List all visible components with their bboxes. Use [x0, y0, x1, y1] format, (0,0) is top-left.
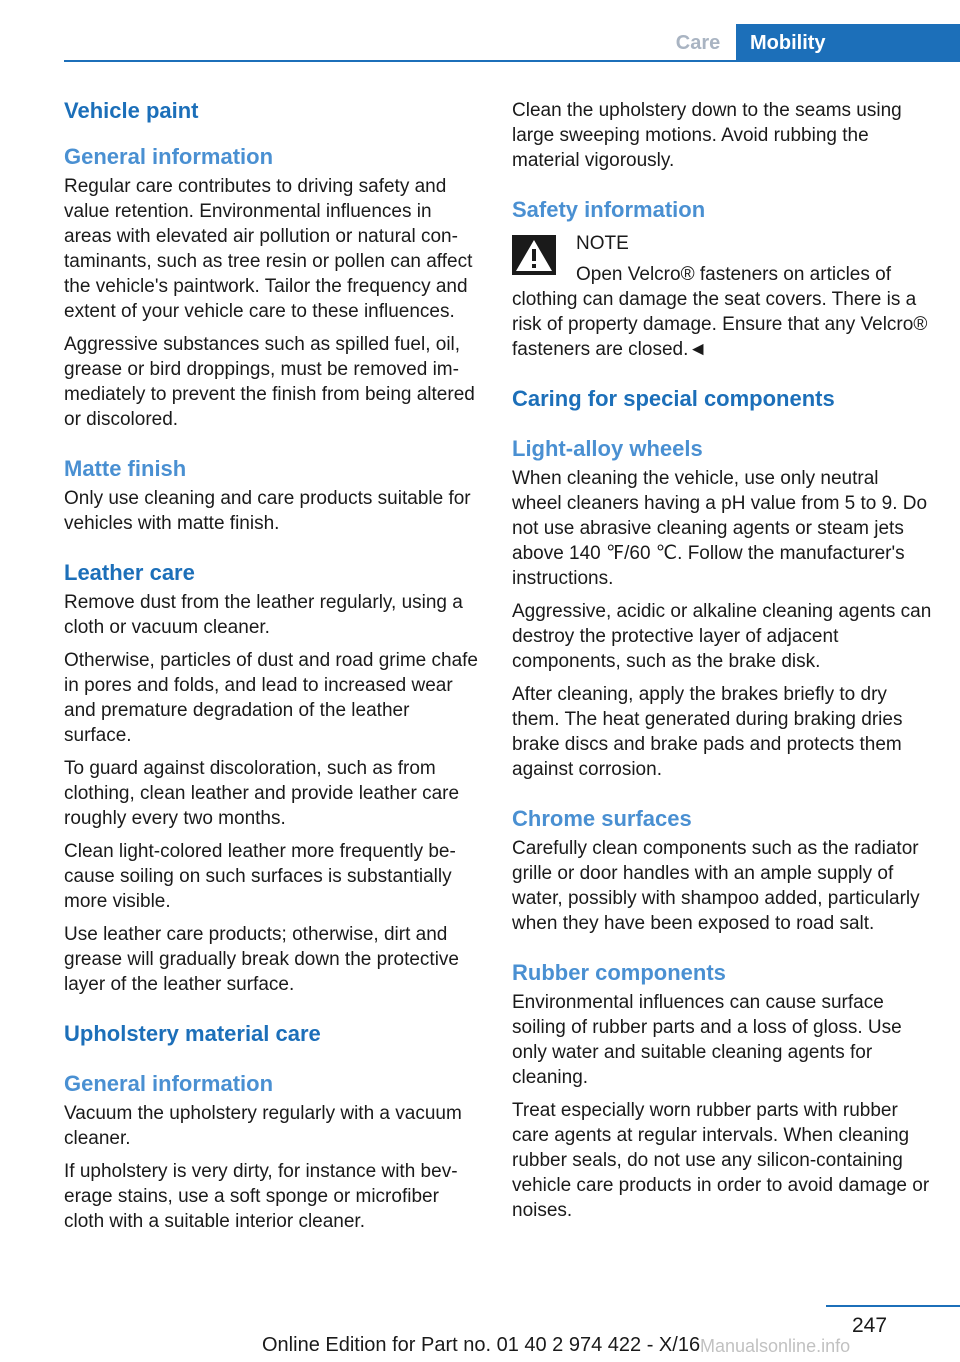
paragraph: Regular care contributes to driving safety and value retention. Environmental influences in areas with elevated air pollution or natural contaminants, such as tree resin or pollen can affect the vehicle's paintwork. Tailor the frequency and extent of your vehicle care to these influences.: [64, 176, 473, 322]
left-column: [64, 98, 482, 1234]
subheading-general-information: General information: [64, 1071, 274, 1096]
tab-care[interactable]: Care: [660, 24, 736, 62]
warning-triangle-icon: [512, 235, 556, 275]
paragraph: After cleaning, apply the brakes briefly to dry them. The heat generated during braking dries brake discs and brake pads and protects them against corrosion.: [512, 684, 903, 780]
tab-mobility[interactable]: Mobility: [736, 24, 960, 62]
section-title-vehicle-paint: Vehicle paint: [64, 98, 199, 123]
note-text: Open Velcro® fasteners on articles of clothing can damage the seat covers. There is a risk of property damage. Ensure that any Velcro® fasteners are closed.◄: [512, 264, 928, 360]
watermark: Manualsonline.info: [700, 1336, 851, 1356]
section-title-special-components: Caring for special components: [512, 386, 835, 411]
subheading-safety-information: Safety information: [512, 197, 706, 222]
page-number: 247: [852, 1314, 888, 1337]
paragraph: Vacuum the upholstery regularly with a vacuum cleaner.: [64, 1103, 462, 1149]
paragraph: Otherwise, particles of dust and road grime chafe in pores and folds, and lead to increased wear and premature degradation of the leather surface.: [64, 650, 478, 746]
header-divider: [64, 60, 960, 62]
footer-divider: [826, 1305, 960, 1307]
subheading-matte-finish: Matte finish: [64, 456, 187, 481]
right-column: [512, 98, 932, 1223]
paragraph: To guard against discoloration, such as from clothing, clean leather and provide leather care roughly every two months.: [64, 758, 460, 829]
paragraph: If upholstery is very dirty, for instance with beverage stains, use a soft sponge or microfiber cloth with a suitable interior cleaner.: [64, 1161, 458, 1232]
paragraph: Clean light-colored leather more frequently because soiling on such surfaces is substantially more visible.: [64, 841, 456, 912]
paragraph: Environmental influences can cause surface soiling of rubber parts and a loss of gloss. Use only water and suitable cleaning agents for cleaning.: [512, 992, 902, 1088]
subheading-rubber-components: Rubber components: [512, 960, 726, 985]
paragraph: Use leather care products; otherwise, dirt and grease will gradually break down the protective layer of the leather surface.: [64, 924, 459, 995]
paragraph: Treat especially worn rubber parts with rubber care agents at regular intervals. When cleaning rubber seals, do not use any silicon-containing vehicle care products in order to avoid damage or noises.: [512, 1100, 930, 1221]
paragraph: Aggressive substances such as spilled fuel, oil, grease or bird droppings, must be removed immediately to prevent the finish from being altered or discolored.: [64, 334, 475, 430]
paragraph: Clean the upholstery down to the seams using large sweeping motions. Avoid rubbing the material vigorously.: [512, 100, 902, 171]
subheading-light-alloy-wheels: Light-alloy wheels: [512, 436, 703, 461]
note-label: NOTE: [576, 233, 629, 254]
paragraph: Remove dust from the leather regularly, using a cloth or vacuum cleaner.: [64, 592, 463, 638]
section-title-upholstery-care: Upholstery material care: [64, 1021, 321, 1046]
note-box: [512, 231, 932, 362]
edition-footer: Online Edition for Part no. 01 40 2 974 422 - X/16: [262, 1334, 701, 1356]
subheading-leather-care: Leather care: [64, 560, 195, 585]
paragraph: Aggressive, acidic or alkaline cleaning agents can destroy the protective layer of adjacent components, such as the brake disk.: [512, 601, 932, 672]
page-header: [0, 0, 960, 62]
paragraph: Carefully clean components such as the radiator grille or door handles with an ample supply of water, possibly with shampoo added, particularly when they have been exposed to road salt.: [512, 838, 920, 934]
paragraph: When cleaning the vehicle, use only neutral wheel cleaners having a pH value from 5 to 9. Do not use abrasive cleaning agents or steam jets above 140 ℉/60 ℃. Follow the manufacturer's instructions.: [512, 468, 928, 589]
subheading-chrome-surfaces: Chrome surfaces: [512, 806, 692, 831]
paragraph: Only use cleaning and care products suitable for vehicles with matte finish.: [64, 488, 471, 534]
subheading-general-information: General information: [64, 144, 274, 169]
